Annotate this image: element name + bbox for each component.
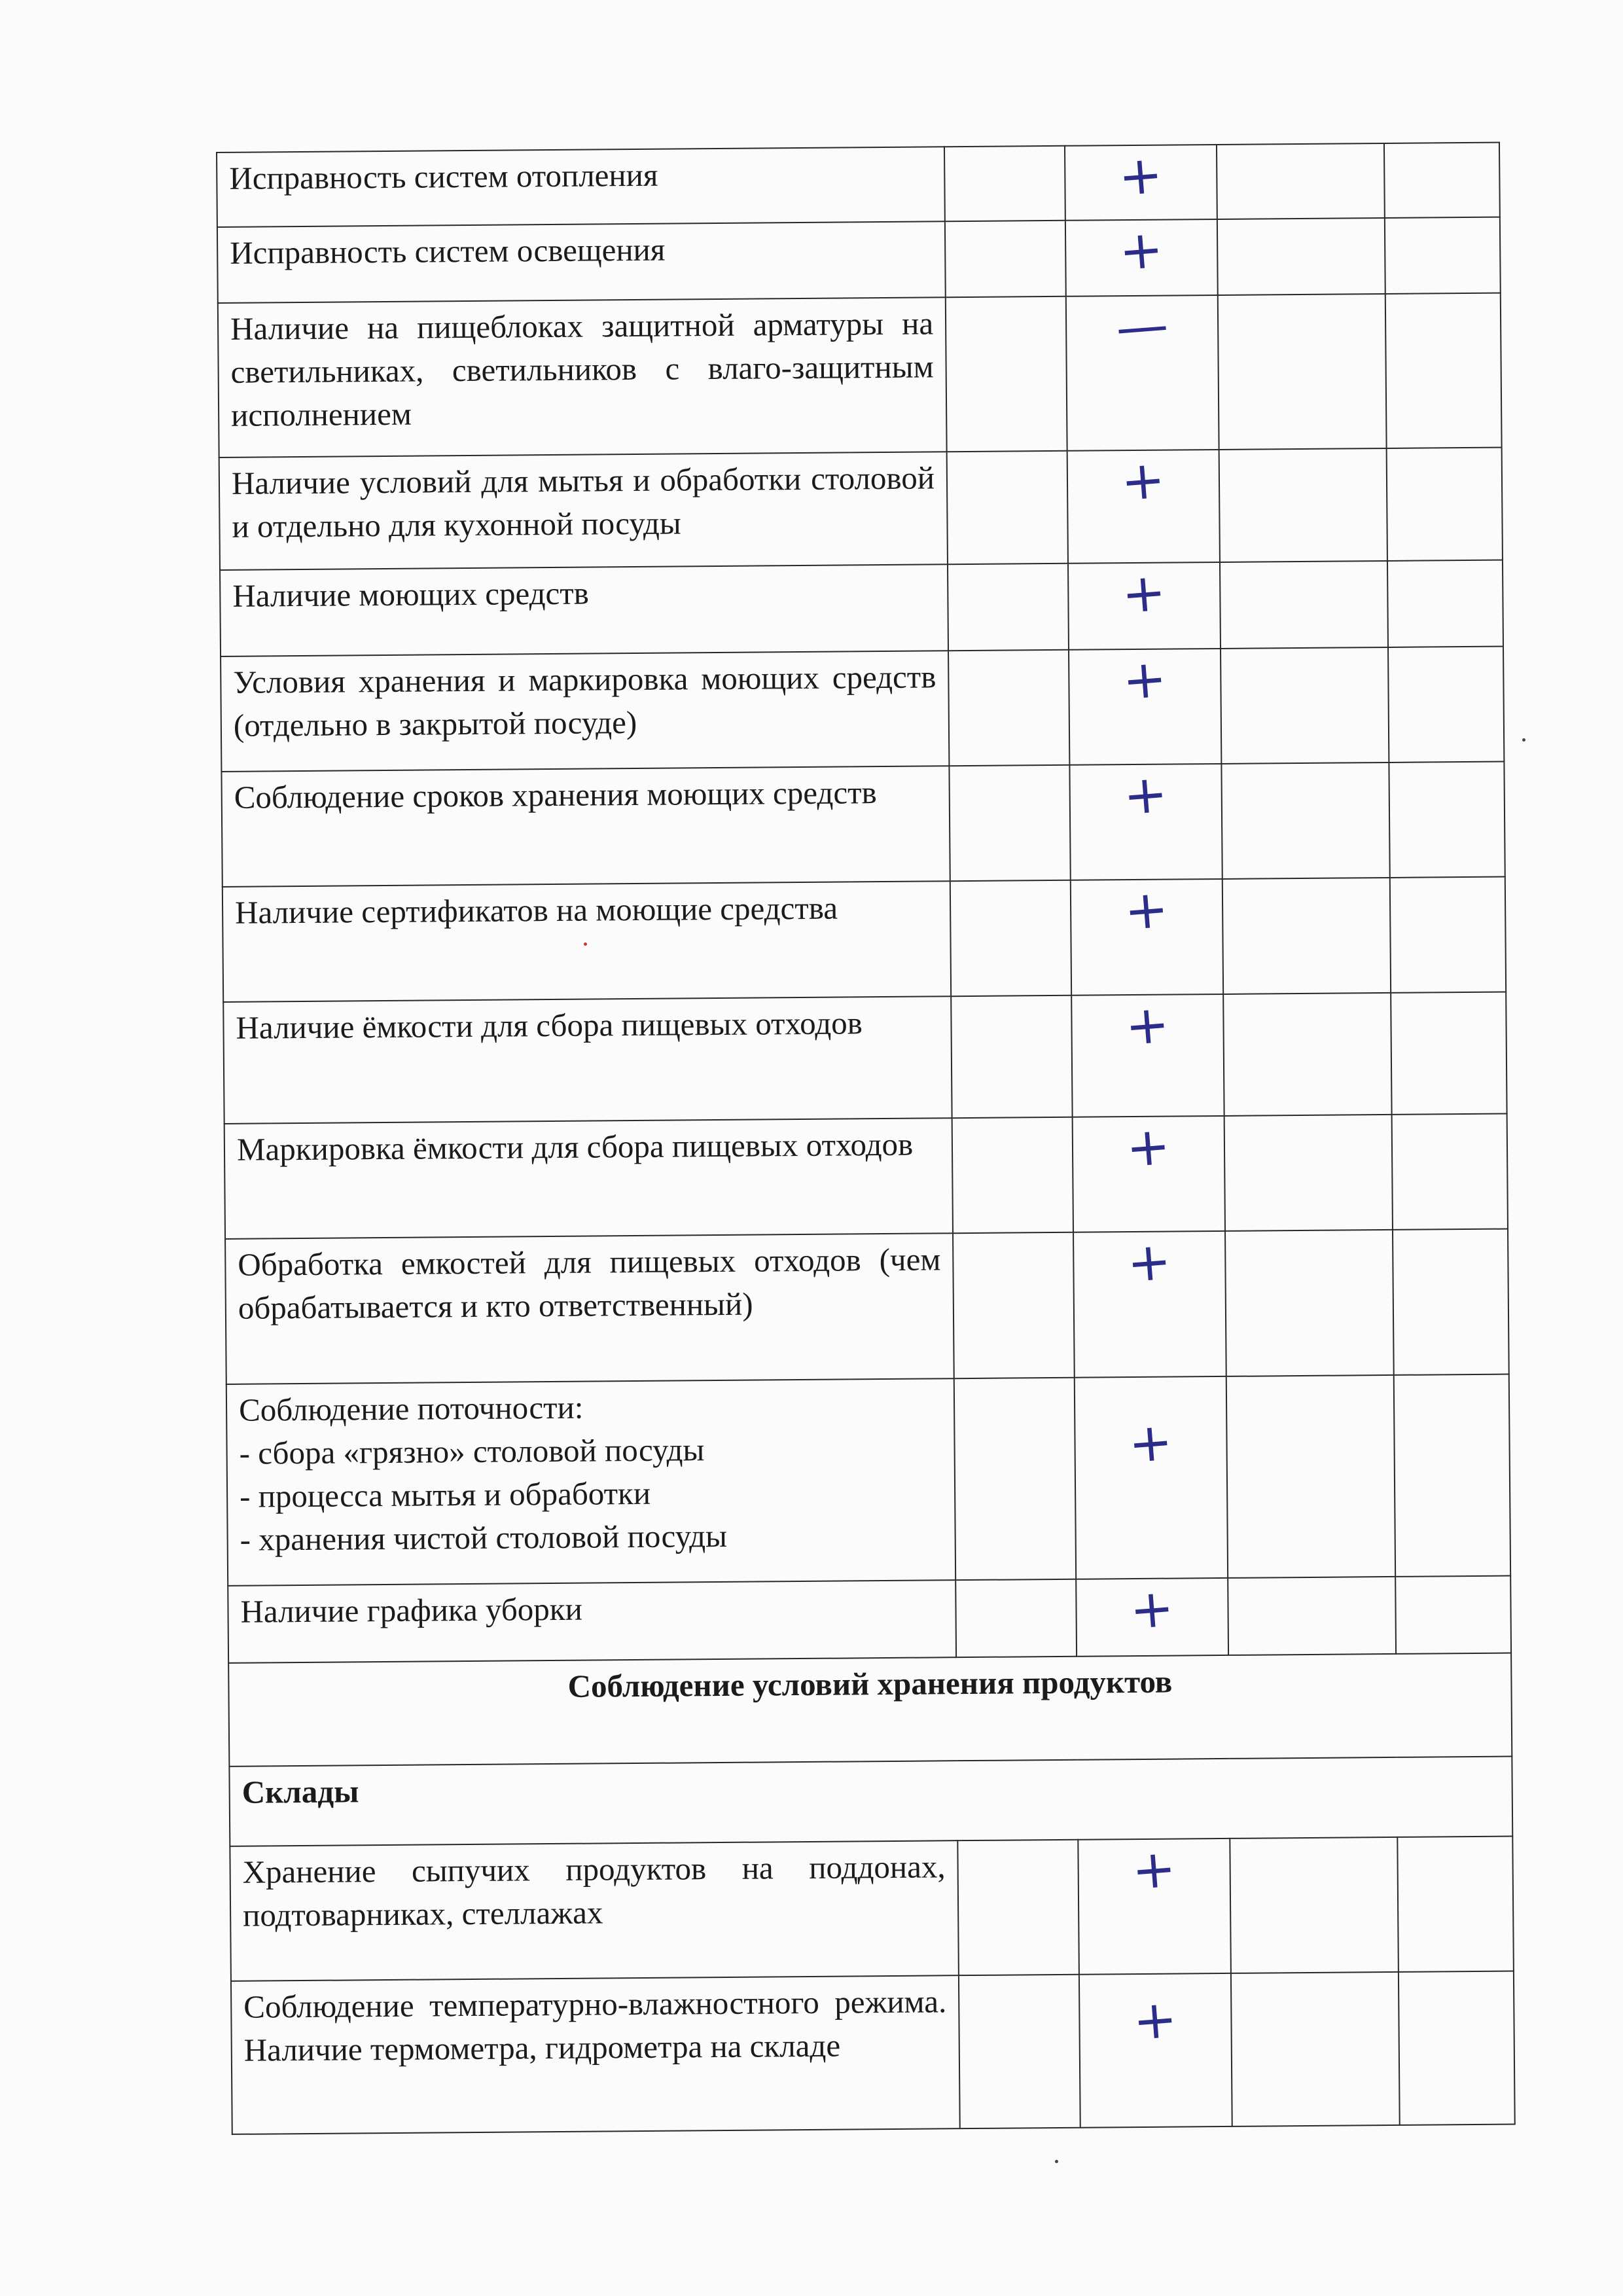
- table-row: [229, 1757, 1512, 1846]
- mark-cell: [1075, 1376, 1228, 1579]
- mark-cell: [1065, 219, 1218, 296]
- empty-cell: [1224, 1115, 1393, 1231]
- empty-cell: [957, 1840, 1079, 1975]
- criterion-cell: Соблюдение сроков хранения моющих средств: [221, 766, 950, 887]
- empty-cell: [1394, 1374, 1510, 1577]
- empty-cell: [1221, 762, 1389, 879]
- mark-cell: [1076, 1578, 1228, 1657]
- empty-cell: [1390, 877, 1506, 993]
- handwritten-mark: +: [1130, 1837, 1179, 1902]
- empty-cell: [1217, 143, 1385, 219]
- empty-cell: [1397, 1837, 1514, 1972]
- criterion-cell: Наличие условий для мытья и обработки столовой и отдельно для кухонной посуды: [219, 452, 948, 570]
- empty-cell: [1385, 293, 1502, 448]
- empty-cell: [1385, 217, 1501, 294]
- empty-cell: [945, 221, 1066, 297]
- handwritten-mark: +: [1128, 1577, 1177, 1641]
- empty-cell: [1389, 762, 1505, 878]
- mark-cell: [1065, 145, 1217, 221]
- empty-cell: [1387, 560, 1503, 647]
- empty-cell: [952, 1117, 1073, 1233]
- empty-cell: [1219, 448, 1387, 562]
- table-row: [224, 1114, 1508, 1239]
- handwritten-mark: +: [1124, 1115, 1173, 1179]
- empty-cell: [1387, 448, 1503, 561]
- empty-cell: [1220, 561, 1388, 649]
- empty-cell: [1217, 218, 1385, 295]
- empty-cell: [1384, 143, 1500, 218]
- mark-cell: [1071, 994, 1224, 1117]
- handwritten-mark: +: [1118, 448, 1168, 513]
- table-row: [219, 448, 1503, 570]
- criterion-cell: Условия хранения и маркировка моющих средств (отдельно в закрытой посуде): [221, 651, 949, 772]
- criterion-line: - процесса мытья и обработки: [239, 1475, 651, 1515]
- empty-cell: [951, 996, 1072, 1118]
- empty-cell: [1225, 1230, 1394, 1376]
- table-row: [217, 143, 1500, 227]
- empty-cell: [1388, 647, 1504, 762]
- criterion-cell: Обработка емкостей для пищевых отходов (чем обрабатывается и кто ответственный): [225, 1233, 954, 1384]
- checklist-table: [216, 142, 1516, 2135]
- empty-cell: [1393, 1229, 1509, 1375]
- empty-cell: [959, 1975, 1080, 2128]
- criterion-line: - сбора «грязно» столовой посуды: [239, 1431, 705, 1471]
- table-row: [226, 1374, 1510, 1586]
- scan-speck: [1522, 738, 1525, 742]
- handwritten-mark: +: [1123, 993, 1172, 1058]
- empty-cell: [1391, 992, 1507, 1115]
- section-heading: Соблюдение условий хранения продуктов: [228, 1653, 1512, 1767]
- table-row: [217, 217, 1501, 303]
- table-row: [221, 762, 1505, 887]
- handwritten-mark: +: [1126, 1410, 1175, 1475]
- table-row: [225, 1229, 1509, 1384]
- handwritten-mark: +: [1125, 1230, 1174, 1295]
- criterion-cell: Соблюдение температурно-влажностного режима. Наличие термометра, гидрометра на складе: [231, 1975, 960, 2134]
- table-row: [221, 647, 1504, 772]
- handwritten-mark: +: [1120, 647, 1169, 712]
- empty-cell: [1230, 1837, 1399, 1973]
- handwritten-mark: —: [1113, 293, 1171, 359]
- criterion-cell: Наличие на пищеблоках защитной арматуры на светильниках, светильников с влаго-защитным исполнением: [218, 297, 947, 457]
- mark-cell: [1069, 649, 1221, 765]
- empty-cell: [949, 765, 1070, 881]
- table-row: [220, 560, 1503, 656]
- empty-cell: [947, 451, 1068, 564]
- mark-cell: [1069, 764, 1222, 880]
- criterion-line: - хранения чистой столовой посуды: [240, 1517, 728, 1558]
- table-row: [228, 1576, 1511, 1663]
- criterion-cell: Наличие сертификатов на моющие средства: [223, 881, 951, 1002]
- empty-cell: [954, 1378, 1076, 1580]
- empty-cell: [950, 880, 1071, 996]
- handwritten-mark: +: [1121, 762, 1170, 827]
- table-row: [231, 1971, 1515, 2134]
- scan-speck: [1055, 2160, 1058, 2163]
- empty-cell: [1222, 878, 1391, 994]
- criterion-cell: [226, 1378, 955, 1586]
- mark-cell: [1079, 1973, 1232, 2128]
- empty-cell: [946, 296, 1067, 452]
- table-row: [223, 992, 1507, 1124]
- empty-cell: [1218, 294, 1387, 450]
- empty-cell: [1395, 1576, 1511, 1654]
- empty-cell: [948, 564, 1069, 651]
- empty-cell: [948, 650, 1069, 766]
- empty-cell: [1226, 1375, 1395, 1578]
- empty-cell: [955, 1579, 1077, 1657]
- table-row: [230, 1837, 1514, 1981]
- mark-cell: [1073, 1116, 1225, 1232]
- empty-cell: [953, 1232, 1075, 1378]
- criterion-cell: Наличие моющих средств: [220, 564, 948, 656]
- handwritten-mark: +: [1116, 143, 1166, 208]
- empty-cell: [944, 146, 1065, 221]
- subsection-heading: Склады: [229, 1757, 1512, 1846]
- criterion-cell: Маркировка ёмкости для сбора пищевых отходов: [224, 1118, 953, 1239]
- empty-cell: [1231, 1972, 1400, 2126]
- mark-cell: [1068, 562, 1221, 650]
- handwritten-mark: +: [1117, 218, 1166, 283]
- mark-cell: [1071, 879, 1223, 996]
- empty-cell: [1392, 1114, 1508, 1230]
- mark-cell: [1067, 450, 1220, 564]
- criterion-cell: Исправность систем освещения: [217, 221, 946, 303]
- mark-cell: [1066, 295, 1219, 451]
- scan-speck: [584, 942, 587, 946]
- empty-cell: [1228, 1577, 1396, 1655]
- table-row: [228, 1653, 1512, 1767]
- criterion-line: Соблюдение поточности:: [238, 1389, 584, 1428]
- table-row: [223, 877, 1506, 1002]
- handwritten-mark: +: [1122, 878, 1171, 942]
- empty-cell: [1223, 993, 1391, 1116]
- criterion-cell: Наличие графика уборки: [228, 1580, 956, 1663]
- empty-cell: [1221, 647, 1389, 764]
- handwritten-mark: +: [1120, 561, 1169, 626]
- empty-cell: [1399, 1971, 1515, 2125]
- mark-cell: [1078, 1839, 1231, 1975]
- handwritten-mark: +: [1131, 1988, 1180, 2053]
- criterion-cell: Хранение сыпучих продуктов на поддонах, подтоварниках, стеллажах: [230, 1840, 959, 1981]
- mark-cell: [1073, 1231, 1226, 1378]
- criterion-cell: Исправность систем отопления: [217, 147, 945, 227]
- criterion-cell: Наличие ёмкости для сбора пищевых отходов: [223, 996, 952, 1124]
- table-row: [218, 293, 1502, 457]
